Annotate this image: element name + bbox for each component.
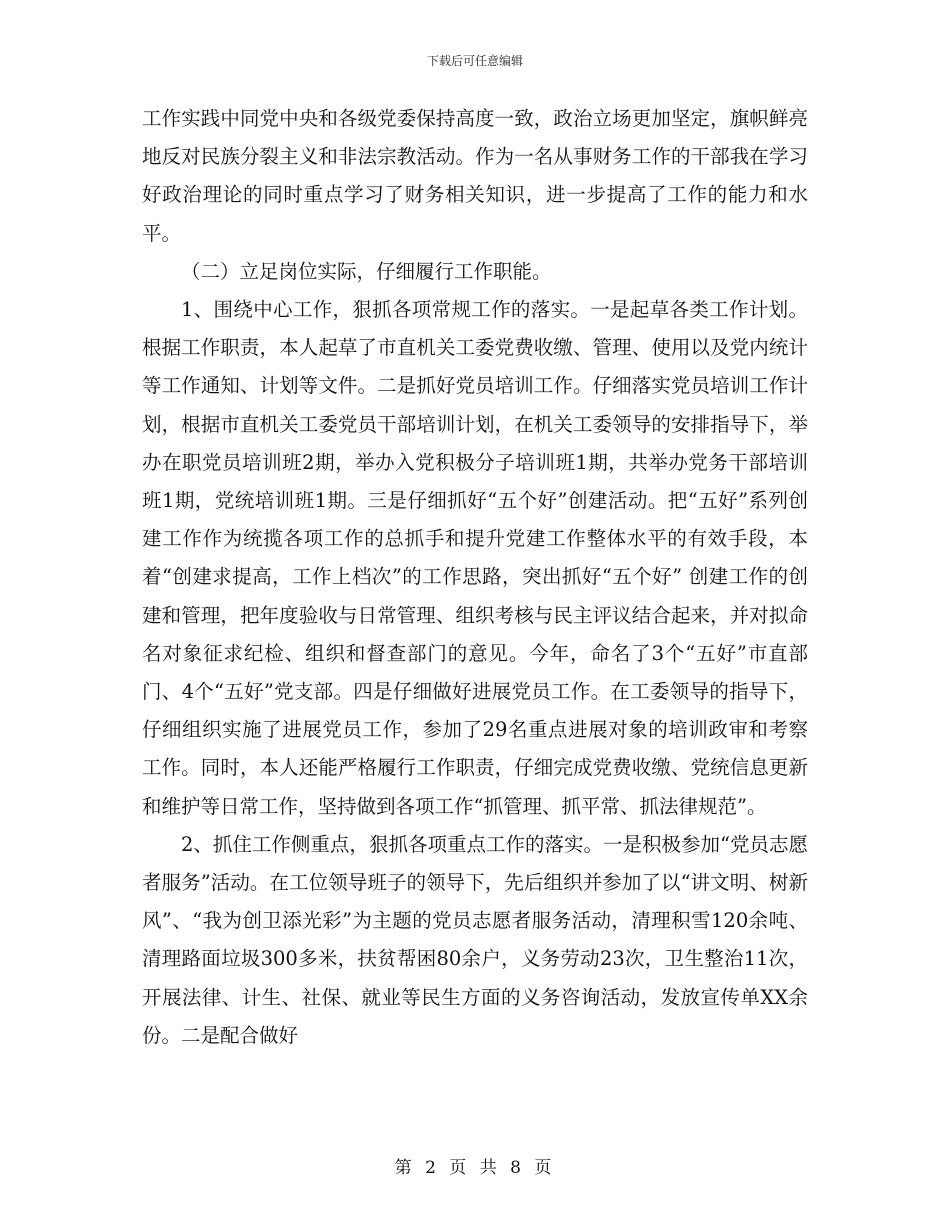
page-header: 下载后可任意编辑 <box>426 54 523 68</box>
paragraph-item-1: 1、围绕中心工作，狠抓各项常规工作的落实。一是起草各类工作计划。根据工作职责，本人起草了市直机关工委党费收缴、管理、使用以及党内统计等工作通知、计划等文件。二是抓好党员培训工作。仔细落实党员培训工作计划，根据市直机关工委党员干部培训计划，在机关工委领导的安排指导下，举办在职党员培训班2期，举办入党积极分子培训班1期，共举办党务干部培训班1期，党统培训班1期。三是仔细抓好“五个好”创建活动。把“五好”系列创建工作作为统揽各项工作的总抓手和提升党建工作整体水平的有效手段，本着“创建求提高，工作上档次”的工作思路，突出抓好“五个好” 创建工作的创建和管理，把年度验收与日常管理、组织考核与民主评议结合起来，并对拟命名对象征求纪检、组织和督查部门的意见。今年，命名了3个“五好”市直部门、4个“五好”党支部。四是仔细做好进展党员工作。在工委领导的指导下，仔细组织实施了进展党员工作，参加了29名重点进展对象的培训政审和考察工作。同时，本人还能严格履行工作职责，仔细完成党费收缴、党统信息更新和维护等日常工作，坚持做到各项工作“抓管理、抓平常、抓法律规范”。 <box>142 298 808 818</box>
paragraph-item-2: 2、抓住工作侧重点，狠抓各项重点工作的落实。一是积极参加“党员志愿者服务”活动。在工位领导班子的领导下，先后组织并参加了以“讲文明、树新风”、“我为创卫添光彩”为主题的党员志愿者服务活动，清理积雪120余吨、清理路面垃圾300多米，扶贫帮困80余户，义务劳动23次，卫生整治11次，开展法律、计生、社保、就业等民生方面的义务咨询活动，发放宣传单XX余份。二是配合做好 <box>142 832 808 1047</box>
document-body <box>142 100 808 1055</box>
page-number-footer: 第 2 页 共 8 页 <box>394 1158 556 1178</box>
paragraph-continuation: 工作实践中同党中央和各级党委保持高度一致，政治立场更加坚定，旗帜鲜亮地反对民族分裂主义和非法宗教活动。作为一名从事财务工作的干部我在学习好政治理论的同时重点学习了财务相关知识，进一步提高了工作的能力和水平。 <box>142 107 808 245</box>
section-heading: （二）立足岗位实际，仔细履行工作职能。 <box>181 259 552 283</box>
